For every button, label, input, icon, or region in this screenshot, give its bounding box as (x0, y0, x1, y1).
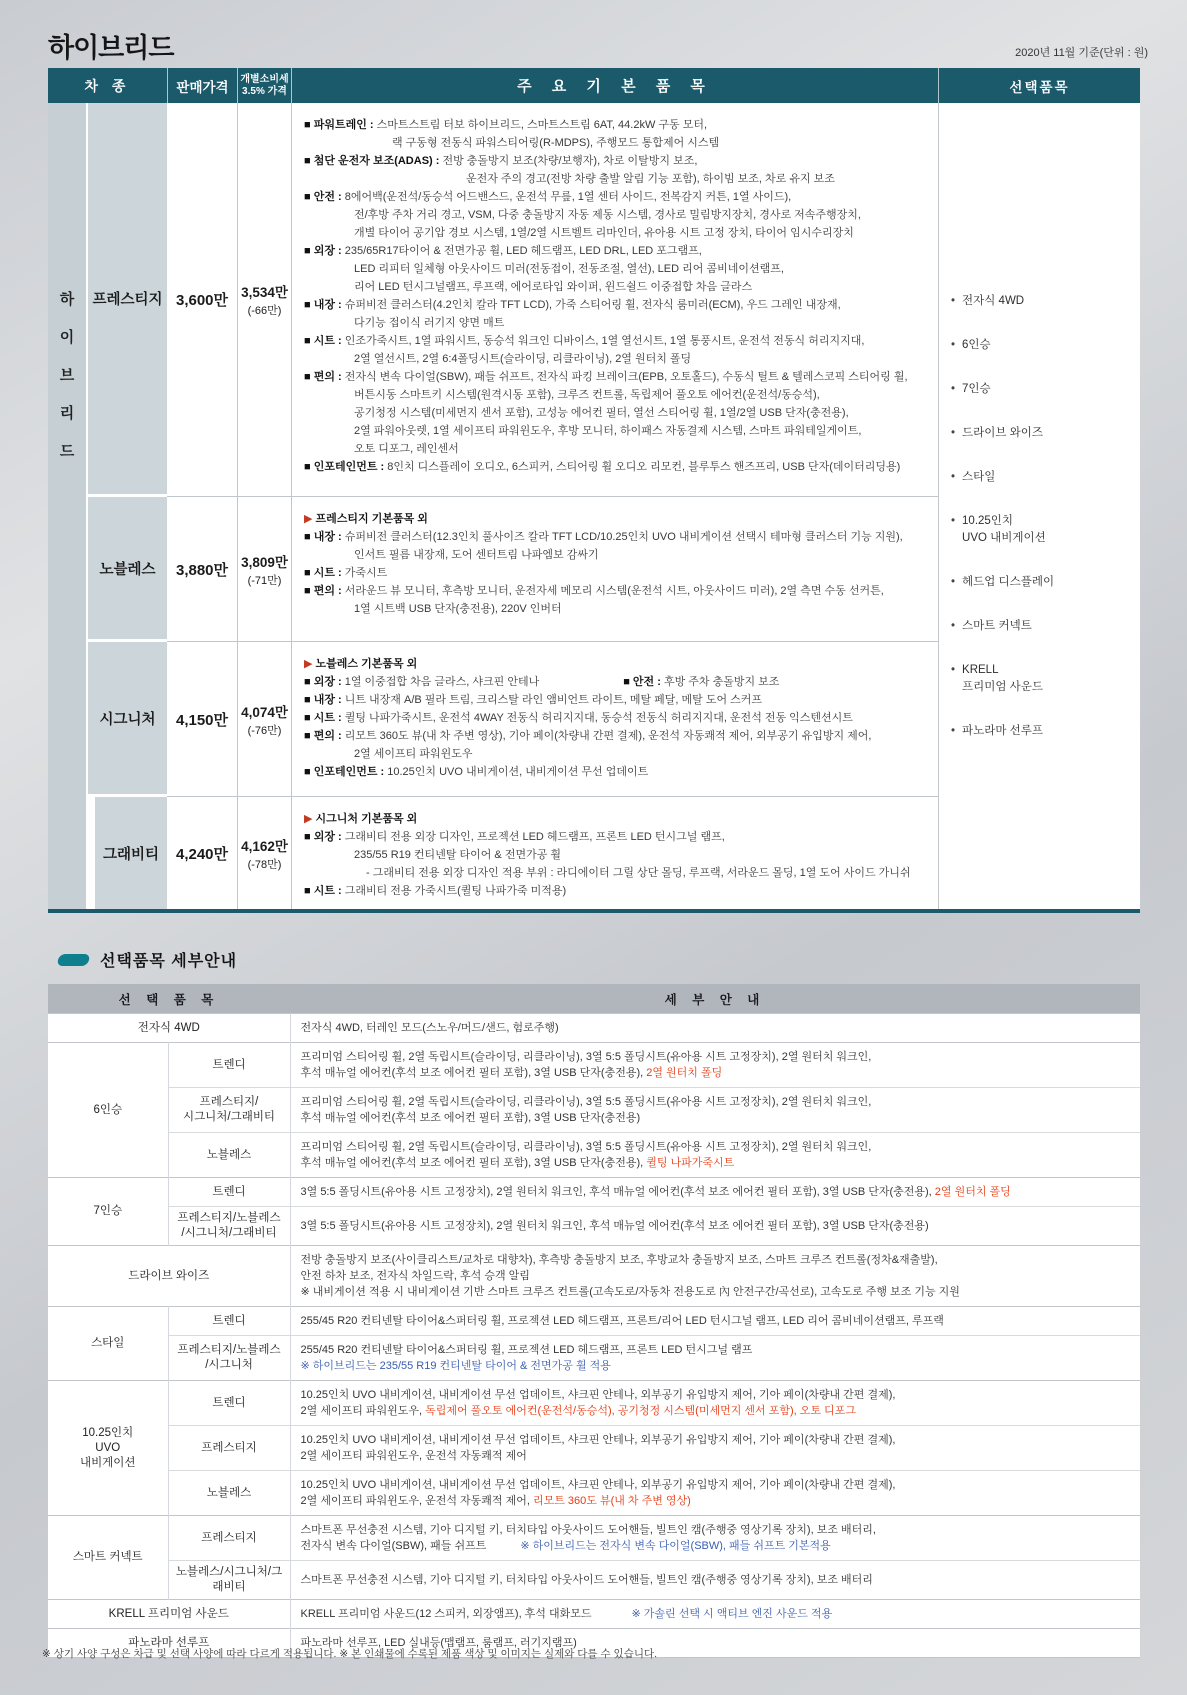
spec-line: ■ 외장 : 그래비티 전용 외장 디자인, 프로젝션 LED 헤드램프, 프론트 LED 턴시그널 램프, (304, 831, 725, 843)
detail-subtrim: 프레스티지 (168, 1426, 290, 1471)
spec-line: ■ 내장 : 니트 내장재 A/B 필라 트림, 크리스탈 라인 앰비언트 라이트, 메탈 페달, 메탈 도어 스커프 (304, 694, 763, 706)
trim-name: 그래비티 (88, 797, 167, 909)
detail-text: 스마트폰 무선충전 시스템, 기아 디지털 키, 터치타입 아웃사이드 도어핸들, 빌트인 캠(주행중 영상기록 장치), 보조 배터리, 전자식 변속 다이얼(SBW), 패들 쉬프트 ※ 하이브리드는 전자식 변속 다이얼(SBW), 패들 쉬프트 기본적용 (290, 1516, 1140, 1561)
detail-text: 프리미엄 스티어링 휠, 2열 독립시트(슬라이딩, 리클라이닝), 3열 5:5 폴딩시트(유아용 시트 고정장치), 2열 원터치 워크인, 후석 매뉴얼 에어컨(후석 보조 에어컨 필터 포함), 3열 USB 단자(충전용) (290, 1088, 1140, 1133)
trim-name: 노블레스 (88, 497, 167, 642)
detail-text: 프리미엄 스티어링 휠, 2열 독립시트(슬라이딩, 리클라이닝), 3열 5:5 폴딩시트(유아용 시트 고정장치), 2열 원터치 워크인, 후석 매뉴얼 에어컨(후석 보조 에어컨 필터 포함), 3열 USB 단자(충전용), 퀼팅 나파가죽시트 (290, 1133, 1140, 1178)
detail-category: 7인승 (48, 1178, 168, 1246)
bullet-icon: • (951, 383, 956, 395)
spec-line: 버튼시동 스마트키 시스템(원격시동 포함), 크루즈 컨트롤, 독립제어 풀오토 에어컨(운전석/동승석), (354, 389, 820, 401)
table-bottom-bar (48, 909, 1140, 913)
detail-category: 스타일 (48, 1307, 168, 1381)
detail-category: 6인승 (48, 1043, 168, 1178)
detail-subtrim: 트렌디 (168, 1381, 290, 1426)
spec-line: ▶ 프레스티지 기본품목 외 (304, 513, 428, 525)
col-header-tax-price: 개별소비세 3.5% 가격 (237, 68, 291, 103)
detail-category: 드라이브 와이즈 (48, 1246, 290, 1307)
detail-text: 255/45 R20 컨티넨탈 타이어&스퍼터링 휠, 프로젝션 LED 헤드램프, 프론트/리어 LED 턴시그널 램프, LED 리어 콤비네이션램프, 루프랙 (290, 1307, 1140, 1336)
spec-line: LED 리피터 일체형 아웃사이드 미러(전동접이, 전동조절, 열선), LED 리어 콤비네이션램프, (354, 263, 784, 275)
trim-base-items (291, 797, 938, 909)
spec-line: 랙 구동형 전동식 파워스티어링(R-MDPS), 주행모드 통합제어 시스템 (392, 137, 720, 149)
spec-line: ■ 시트 : 그래비티 전용 가죽시트(퀼팅 나파가죽 미적용) (304, 885, 567, 897)
page-title: 하이브리드 (48, 33, 174, 63)
spec-line: 전/후방 주차 거리 경고, VSM, 다중 충돌방지 자동 제동 시스템, 경사로 밀림방지장치, 경사로 저속주행장치, (354, 209, 861, 221)
trim-spec-table (48, 68, 1140, 913)
spec-line: ■ 편의 : 리모트 360도 뷰(내 차 주변 영상), 기아 페이(차량내 간편 결제), 운전석 자동쾌적 제어, 외부공기 유입방지 제어, (304, 730, 872, 742)
detail-subtrim: 트렌디 (168, 1043, 290, 1088)
spec-line: 오토 디포그, 레인센서 (354, 443, 459, 455)
spec-line: ■ 인포테인먼트 : 8인치 디스플레이 오디오, 6스피커, 스티어링 휠 오디오 리모컨, 블루투스 핸즈프리, USB 단자(데이터리딩용) (304, 461, 901, 473)
spec-line: ▶ 시그니처 기본품목 외 (304, 813, 418, 825)
detail-text: 10.25인치 UVO 내비게이션, 내비게이션 무선 업데이트, 샤크핀 안테나, 외부공기 유입방지 제어, 기아 페이(차량내 간편 결제), 2열 세이프티 파워윈도우, 운전석 자동쾌적 제어, 리모트 360도 뷰(내 차 주변 영상) (290, 1471, 1140, 1516)
spec-line: 다기능 접이식 러기지 양면 매트 (354, 317, 505, 329)
detail-category: 파노라마 선루프 (48, 1629, 290, 1658)
section-bullet-icon (57, 954, 91, 966)
detail-text: 프리미엄 스티어링 휠, 2열 독립시트(슬라이딩, 리클라이닝), 3열 5:5 폴딩시트(유아용 시트 고정장치), 2열 원터치 워크인, 후석 매뉴얼 에어컨(후석 보조 에어컨 필터 포함), 3열 USB 단자(충전용), 2열 원터치 폴딩 (290, 1043, 1140, 1088)
option-details-grid (48, 984, 1140, 1658)
spec-line: ■ 내장 : 슈퍼비전 클러스터(12.3인치 풀사이즈 칼라 TFT LCD/10.25인치 UVO 내비게이션 선택시 테마형 클러스터 기능 지원), (304, 531, 903, 543)
trim-spec-table-header (48, 68, 1140, 103)
col-header-model: 차 종 (84, 77, 131, 94)
detail-subtrim: 프레스티지 (168, 1516, 290, 1561)
detail-text: 10.25인치 UVO 내비게이션, 내비게이션 무선 업데이트, 샤크핀 안테나, 외부공기 유입방지 제어, 기아 페이(차량내 간편 결제), 2열 세이프티 파워윈도우, 운전석 자동쾌적 제어 (290, 1426, 1140, 1471)
page-footer-note: ※ 상기 사양 구성은 차급 및 선택 사양에 따라 다르게 적용됩니다. ※ 본 인쇄물에 수록된 제품 색상 및 이미지는 실제와 다를 수 있습니다. (42, 1648, 658, 1660)
spec-line: 리어 LED 턴시그널램프, 루프랙, 에어로타입 와이퍼, 윈드쉴드 이중접합 차음 글라스 (354, 281, 753, 293)
detail-subtrim: 프레스티지/ 시그니처/그래비티 (168, 1088, 290, 1133)
option-item: • 6인승 (951, 337, 1134, 354)
detail-category: KRELL 프리미엄 사운드 (48, 1600, 290, 1629)
detail-text: 10.25인치 UVO 내비게이션, 내비게이션 무선 업데이트, 샤크핀 안테나, 외부공기 유입방지 제어, 기아 페이(차량내 간편 결제), 2열 세이프티 파워윈도우, 독립제어 풀오토 에어컨(운전석/동승석), 공기청정 시스템(미세먼지 센서 포함), 오토 디포그 (290, 1381, 1140, 1426)
spec-line: 2열 열선시트, 2열 6:4폴딩시트(슬라이딩, 리클라이닝), 2열 원터치 폴딩 (354, 353, 692, 365)
trim-price: 4,240만 (175, 845, 229, 863)
option-item: • 헤드업 디스플레이 (951, 574, 1134, 591)
trim-tax-price: 4,074만 (-76만) (237, 642, 291, 797)
bullet-icon: • (951, 725, 956, 737)
trim-tax-price: 3,534만 (-66만) (237, 103, 291, 497)
option-item: • 드라이브 와이즈 (951, 425, 1134, 442)
bullet-icon: • (951, 620, 956, 632)
spec-line: ■ 파워트레인 : 스마트스트림 터보 하이브리드, 스마트스트림 6AT, 44.2kW 구동 모터, (304, 119, 707, 131)
trim-base-items (291, 642, 938, 797)
trim-tax-price: 4,162만 (-78만) (237, 797, 291, 909)
trim-tax-price: 3,809만 (-71만) (237, 497, 291, 642)
detail-text: KRELL 프리미엄 사운드(12 스피커, 외장앰프), 후석 대화모드 ※ 가솔린 선택 시 액티브 엔진 사운드 적용 (290, 1600, 1140, 1629)
detail-text: 전방 충돌방지 보조(사이클리스트/교차로 대향차), 후측방 충돌방지 보조, 후방교차 충돌방지 보조, 스마트 크루즈 컨트롤(정차&재출발), 안전 하차 보조, 전자식 차일드락, 후석 승객 알림 ※ 내비게이션 적용 시 내비게이션 기반 스마트 크루즈 컨트롤(고속도로/자동차 전용도로 內 안전구간/곡선로), 고속도로 주행 보조 기능 지원 (290, 1246, 1140, 1307)
detail-category: 10.25인치 UVO 내비게이션 (48, 1381, 168, 1516)
spec-line: ■ 첨단 운전자 보조(ADAS) : 전방 충돌방지 보조(차량/보행자), 차로 이탈방지 보조, (304, 155, 698, 167)
detail-category: 전자식 4WD (48, 1014, 290, 1043)
details-header-option: 선 택 품 목 (48, 984, 290, 1014)
spec-line: ▶ 노블레스 기본품목 외 (304, 658, 418, 670)
details-section-title (58, 948, 237, 971)
detail-subtrim: 노블레스 (168, 1133, 290, 1178)
col-header-base-items: 주 요 기 본 품 목 (291, 68, 938, 103)
spec-line: ■ 편의 : 전자식 변속 다이얼(SBW), 패들 쉬프트, 전자식 파킹 브레이크(EPB, 오토홀드), 수동식 틸트 & 텔레스코픽 스티어링 휠, (304, 371, 908, 383)
detail-text: 3열 5:5 폴딩시트(유아용 시트 고정장치), 2열 원터치 워크인, 후석 매뉴얼 에어컨(후석 보조 에어컨 필터 포함), 3열 USB 단자(충전용), 2열 원터치 폴딩 (290, 1178, 1140, 1207)
detail-text: 파노라마 선루프, LED 실내등(맵램프, 룸램프, 러기지램프) (290, 1629, 1140, 1658)
spec-line: 1열 시트백 USB 단자(충전용), 220V 인버터 (354, 603, 562, 615)
option-item: • 전자식 4WD (951, 293, 1134, 310)
date-basis: 2020년 11월 기준(단위 : 원) (1015, 47, 1148, 59)
series-label-vertical: 하 이 브 리 드 (48, 103, 88, 909)
detail-text: 전자식 4WD, 터레인 모드(스노우/머드/샌드, 험로주행) (290, 1014, 1140, 1043)
detail-subtrim: 트렌디 (168, 1178, 290, 1207)
option-item: • KRELL 프리미엄 사운드 (951, 662, 1134, 696)
spec-line: ■ 외장 : 1열 이중접합 차음 글라스, 샤크핀 안테나 ■ 안전 : 후방 주차 충돌방지 보조 (304, 676, 780, 688)
trim-price: 3,600만 (167, 103, 237, 497)
col-header-price: 판매가격 (167, 68, 237, 103)
spec-line: 인서트 필름 내장재, 도어 센터트림 나파엠보 감싸기 (354, 549, 599, 561)
doc-header (48, 26, 1148, 65)
trim-name: 시그니처 (88, 642, 167, 797)
option-item: • 파노라마 선루프 (951, 723, 1134, 740)
spec-line: 개별 타이어 공기압 경보 시스템, 1열/2열 시트벨트 리마인더, 유아용 시트 고정 장치, 타이어 임시수리장치 (354, 227, 854, 239)
trim-spec-table-body (48, 103, 1140, 909)
detail-text: 3열 5:5 폴딩시트(유아용 시트 고정장치), 2열 원터치 워크인, 후석 매뉴얼 에어컨(후석 보조 에어컨 필터 포함), 3열 USB 단자(충전용) (290, 1207, 1140, 1246)
spec-line: ■ 안전 : 8에어백(운전석/동승석 어드밴스드, 운전석 무릎, 1열 센터 사이드, 전복감지 커튼, 1열 사이드), (304, 191, 792, 203)
details-header-detail: 세 부 안 내 (290, 984, 1140, 1014)
spec-line: ■ 인포테인먼트 : 10.25인치 UVO 내비게이션, 내비게이션 무선 업데이트 (304, 766, 649, 778)
spec-line: 235/55 R19 컨티넨탈 타이어 & 전면가공 휠 (354, 849, 562, 861)
trim-base-items (291, 103, 938, 497)
spec-line: ■ 시트 : 가죽시트 (304, 567, 388, 579)
detail-subtrim: 트렌디 (168, 1307, 290, 1336)
detail-category: 스마트 커넥트 (48, 1516, 168, 1600)
detail-subtrim: 프레스티지/노블레스 /시그니처 (168, 1336, 290, 1381)
option-item: • 10.25인치 UVO 내비게이션 (951, 513, 1134, 547)
col-header-options: 선택품목 (938, 68, 1140, 103)
bullet-icon: • (951, 515, 956, 527)
spec-line: - 그래비티 전용 외장 디자인 적용 부위 : 라디에이터 그릴 상단 몰딩, 루프랙, 서라운드 몰딩, 1열 도어 사이드 가니쉬 (366, 867, 911, 879)
bullet-icon: • (951, 339, 956, 351)
option-item: • 스타일 (951, 469, 1134, 486)
details-section-title-text: 선택품목 세부안내 (100, 953, 238, 970)
spec-line: 운전자 주의 경고(전방 차량 출발 알림 기능 포함), 하이빔 보조, 차로 유지 보조 (466, 173, 835, 185)
trim-price: 3,880만 (167, 497, 237, 642)
spec-line: 2열 파워아웃렛, 1열 세이프티 파워윈도우, 후방 모니터, 하이패스 자동결제 시스템, 스마트 파워테일게이트, (354, 425, 862, 437)
options-list (938, 103, 1140, 909)
spec-line: ■ 편의 : 서라운드 뷰 모니터, 후측방 모니터, 운전자세 메모리 시스템(운전석 시트, 아웃사이드 미러), 2열 측면 수동 선커튼, (304, 585, 884, 597)
trim-name: 프레스티지 (88, 103, 167, 497)
spec-line: ■ 시트 : 인조가죽시트, 1열 파워시트, 동승석 워크인 디바이스, 1열 열선시트, 1열 통풍시트, 운전석 전동식 허리지지대, (304, 335, 865, 347)
detail-subtrim: 프레스티지/노블레스 /시그니처/그래비티 (168, 1207, 290, 1246)
option-item: • 7인승 (951, 381, 1134, 398)
detail-text: 스마트폰 무선충전 시스템, 기아 디지털 키, 터치타입 아웃사이드 도어핸들, 빌트인 캠(주행중 영상기록 장치), 보조 배터리 (290, 1561, 1140, 1600)
spec-line: 2열 세이프티 파워윈도우 (354, 748, 473, 760)
option-details-table (48, 984, 1140, 1658)
option-item: • 스마트 커넥트 (951, 618, 1134, 635)
bullet-icon: • (951, 295, 956, 307)
trim-price: 4,150만 (167, 642, 237, 797)
spec-line: ■ 외장 : 235/65R17타이어 & 전면가공 휠, LED 헤드램프, LED DRL, LED 포그램프, (304, 245, 702, 257)
bullet-icon: • (951, 427, 956, 439)
bullet-icon: • (951, 471, 956, 483)
bullet-icon: • (951, 576, 956, 588)
spec-line: ■ 시트 : 퀼팅 나파가죽시트, 운전석 4WAY 전동식 허리지지대, 동승석 전동식 허리지지대, 운전석 전동 익스텐션시트 (304, 712, 853, 724)
spec-line: ■ 내장 : 슈퍼비전 클러스터(4.2인치 칼라 TFT LCD), 가죽 스티어링 휠, 전자식 룸미러(ECM), 우드 그레인 내장재, (304, 299, 841, 311)
spec-line: 공기청정 시스템(미세먼지 센서 포함), 고성능 에어컨 필터, 열선 스티어링 휠, 1열/2열 USB 단자(충전용), (354, 407, 849, 419)
detail-text: 255/45 R20 컨티넨탈 타이어&스퍼터링 휠, 프로젝션 LED 헤드램프, 프론트 LED 턴시그널 램프 ※ 하이브리드는 235/55 R19 컨티넨탈 타이어 & 전면가공 휠 적용 (290, 1336, 1140, 1381)
trim-base-items (291, 497, 938, 642)
detail-subtrim: 노블레스 (168, 1471, 290, 1516)
detail-subtrim: 노블레스/시그니처/그래비티 (168, 1561, 290, 1600)
bullet-icon: • (951, 664, 956, 676)
